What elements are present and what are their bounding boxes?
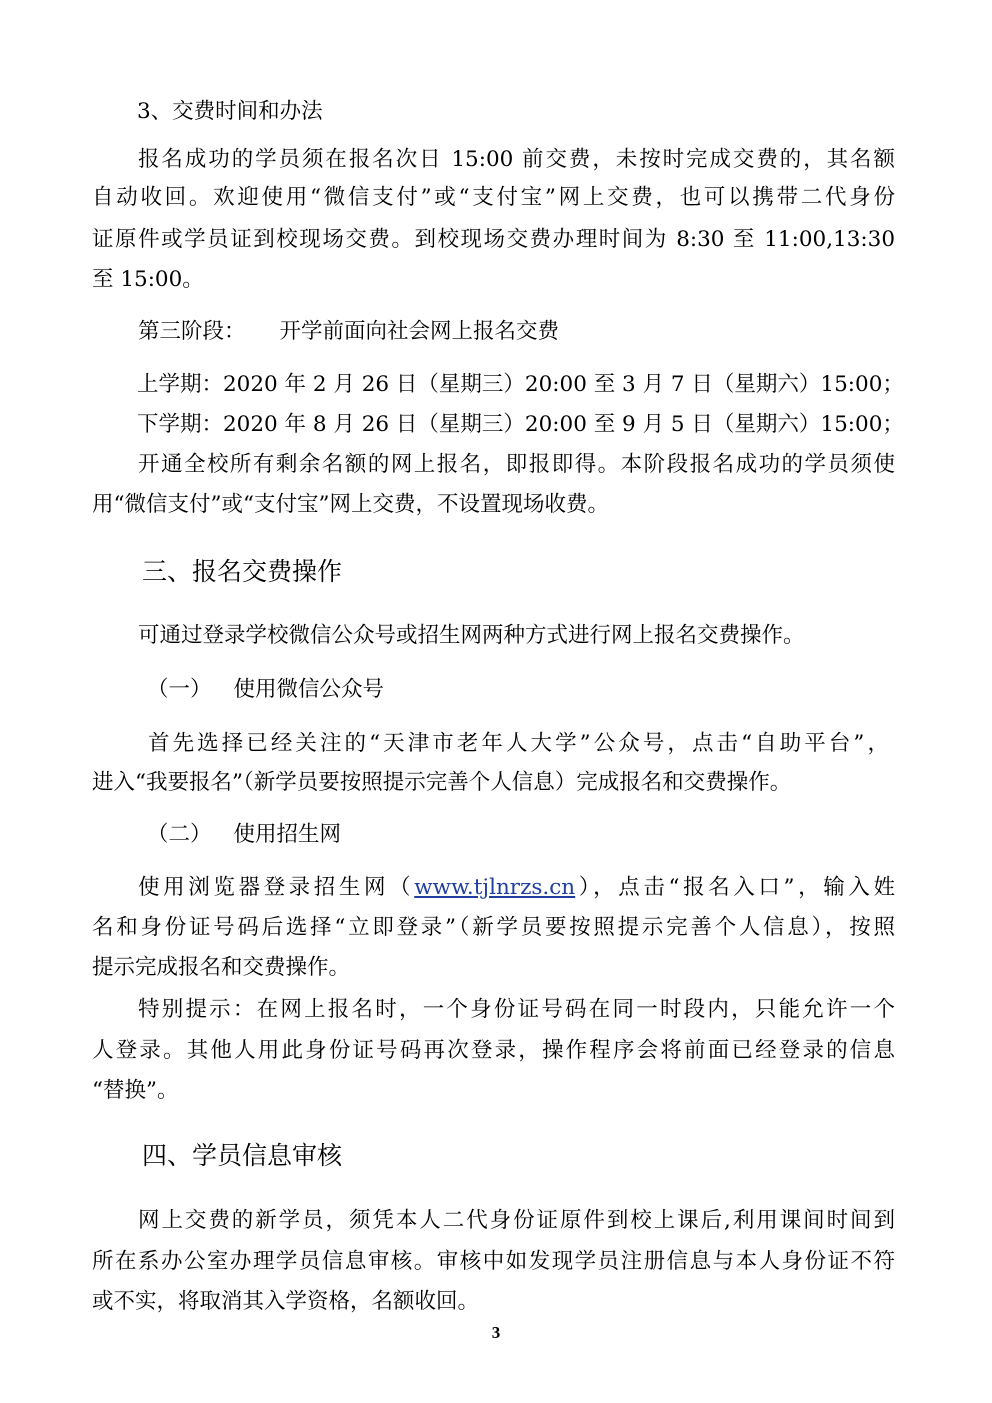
paragraph-line: 证原件或学员证到校现场交费。到校现场交费办理时间为 8:30 至 11:00,13:30: [92, 227, 895, 252]
paragraph-line: 特别提示：在网上报名时，一个身份证号码在同一时段内，只能允许一个: [138, 997, 895, 1022]
paragraph-line: [138, 873, 895, 903]
stage-3-label: 第三阶段：: [138, 319, 246, 344]
paragraph-line: 用“微信支付”或“支付宝”网上交费，不设置现场收费。: [92, 492, 609, 517]
paragraph-line: 首先选择已经关注的“天津市老年人大学”公众号，点击“自助平台”，: [148, 731, 889, 756]
paragraph-line: 人登录。其他人用此身份证号码再次登录，操作程序会将前面已经登录的信息: [92, 1038, 895, 1063]
item-3-title: 3、交费时间和办法: [137, 99, 323, 124]
paragraph-line: 所在系办公室办理学员信息审核。审核中如发现学员注册信息与本人身份证不符: [92, 1249, 895, 1274]
paragraph-line: 报名成功的学员须在报名次日 15:00 前交费，未按时完成交费的，其名额: [138, 147, 895, 172]
term-2-dates: 下学期：2020 年 8 月 26 日（星期三）20:00 至 9 月 5 日（星期六）15:00；: [137, 412, 904, 437]
paragraph-line: 进入“我要报名”（新学员要按照提示完善个人信息）完成报名和交费操作。: [92, 770, 792, 795]
paragraph-line: 或不实，将取消其入学资格，名额收回。: [92, 1289, 480, 1314]
section-4-heading: 四、学员信息审核: [142, 1141, 343, 1170]
subsection-1-number: （一）: [147, 677, 212, 702]
paragraph-line: “替换”。: [92, 1078, 179, 1103]
stage-3-heading: [138, 317, 944, 347]
section-3-heading: 三、报名交费操作: [142, 557, 343, 586]
subsection-2-number: （二）: [147, 822, 212, 847]
term-1-dates: 上学期：2020 年 2 月 26 日（星期三）20:00 至 3 月 7 日（星期六）15:00；: [137, 372, 904, 397]
paragraph-line: 提示完成报名和交费操作。: [92, 955, 351, 980]
subsection-1-title: 使用微信公众号: [233, 677, 385, 702]
page-number: 3: [491, 1323, 501, 1342]
paragraph-line: 开通全校所有剩余名额的网上报名，即报即得。本阶段报名成功的学员须使: [138, 452, 895, 477]
paragraph-line: 至 15:00。: [92, 267, 204, 292]
paragraph-line: 自动收回。欢迎使用“微信支付”或“支付宝”网上交费，也可以携带二代身份: [92, 185, 895, 210]
text: 使用浏览器登录招生网（: [138, 875, 415, 900]
subsection-2-title: 使用招生网: [233, 822, 342, 847]
paragraph-line: 可通过登录学校微信公众号或招生网两种方式进行网上报名交费操作。: [138, 623, 805, 648]
subsection-2-heading: [147, 820, 953, 850]
paragraph-line: 网上交费的新学员，须凭本人二代身份证原件到校上课后,利用课间时间到: [138, 1208, 895, 1233]
paragraph-line: 名和身份证号码后选择“立即登录”（新学员要按照提示完善个人信息），按照: [92, 915, 895, 940]
text: ），点击“报名入口”，输入姓: [575, 875, 895, 900]
enrollment-site-link[interactable]: www.tjlnrzs.cn: [414, 875, 576, 900]
stage-3-text: 开学前面向社会网上报名交费: [279, 319, 560, 344]
subsection-1-heading: [147, 675, 953, 705]
